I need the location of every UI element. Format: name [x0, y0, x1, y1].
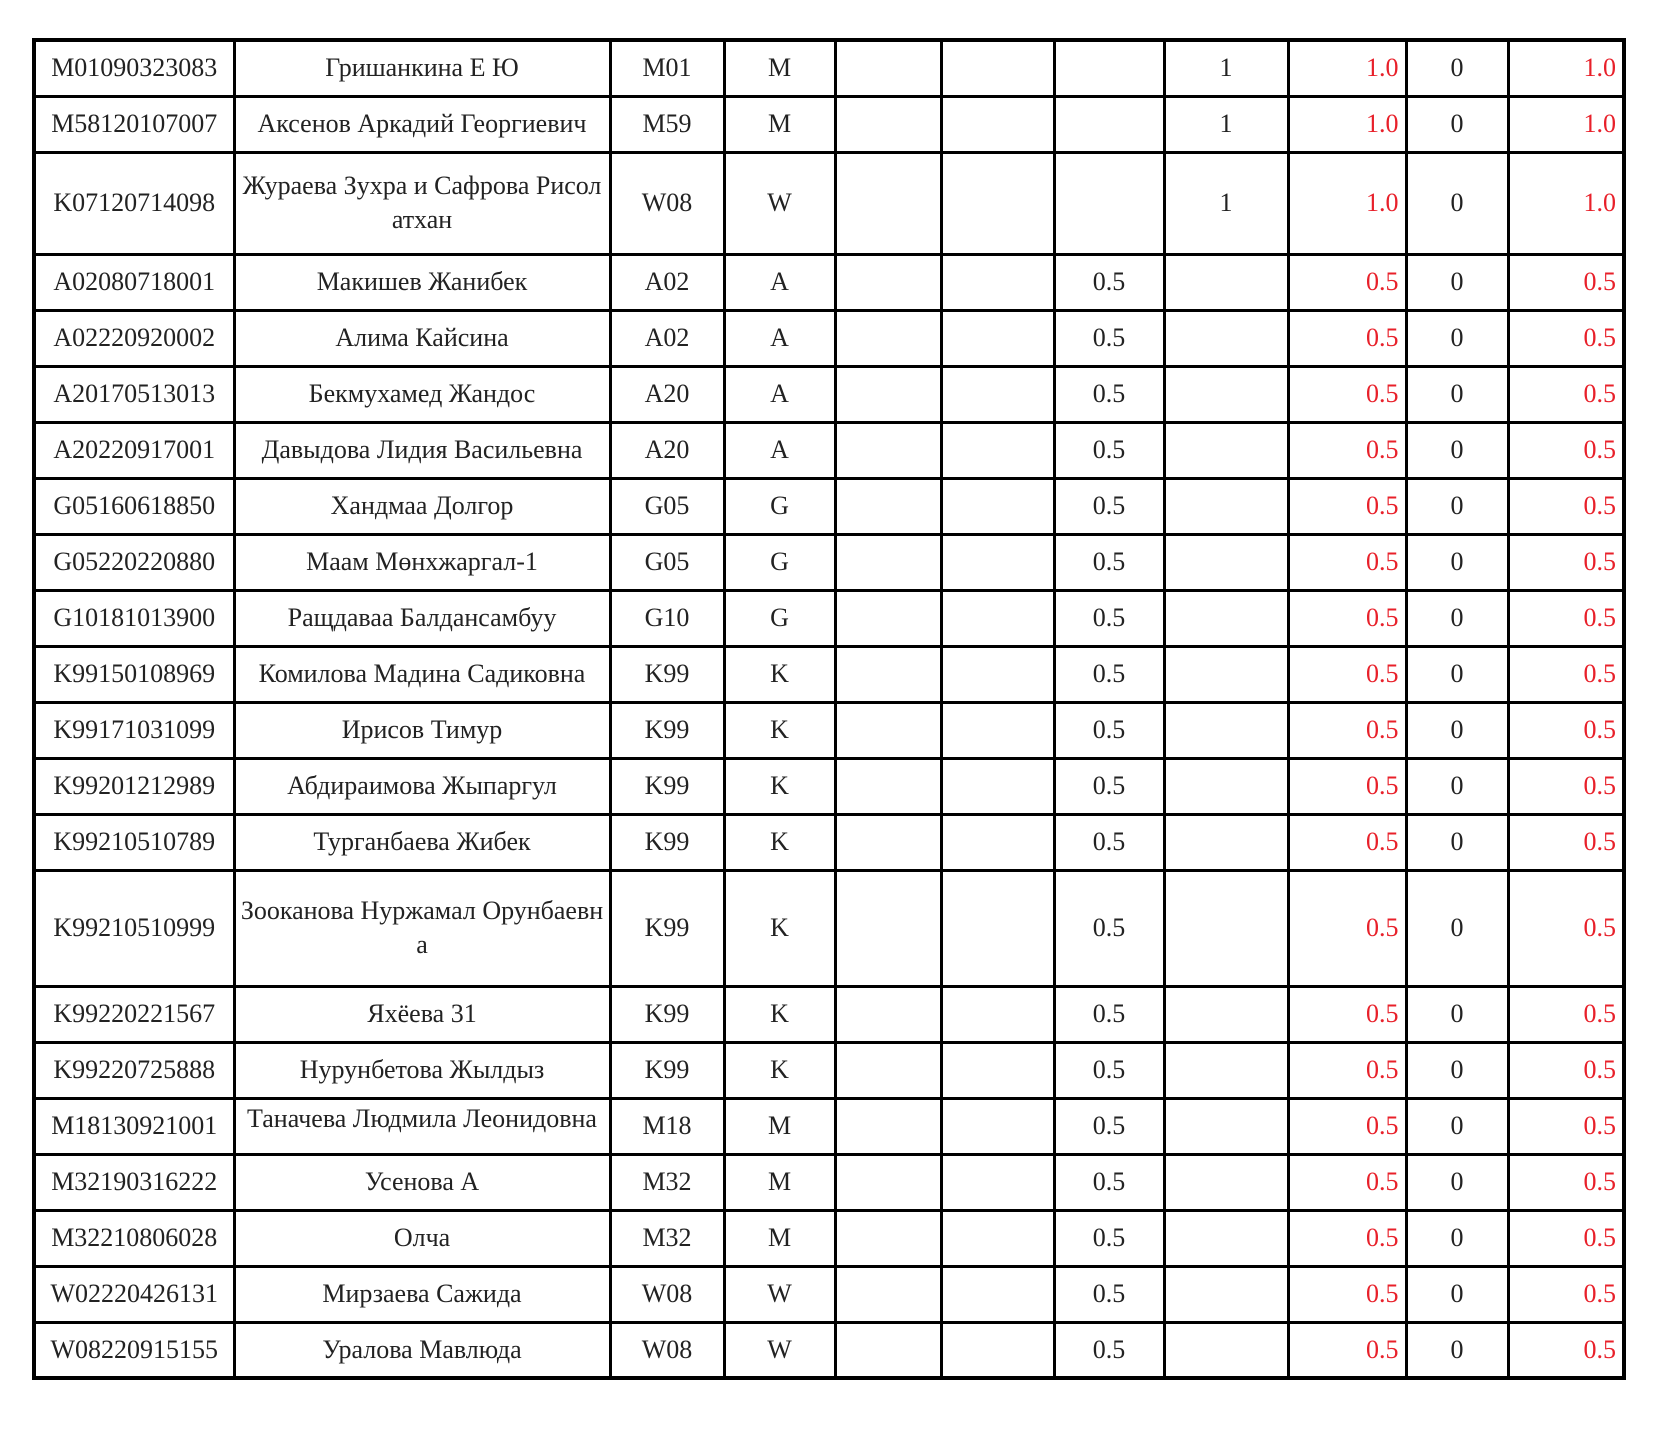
table-body — [34, 40, 1624, 1378]
cell-col11: 0.5 — [1508, 254, 1624, 310]
cell-group: W — [724, 1266, 835, 1322]
cell-code: G05 — [610, 534, 724, 590]
cell-col8: 1 — [1164, 96, 1288, 152]
cell-col6 — [941, 702, 1054, 758]
table-row — [34, 254, 1624, 310]
cell-code: K99 — [610, 646, 724, 702]
cell-name: Нурунбетова Жылдыз — [234, 1042, 610, 1098]
cell-col5 — [835, 366, 941, 422]
cell-col9: 0.5 — [1288, 646, 1406, 702]
cell-col9: 1.0 — [1288, 152, 1406, 254]
cell-col8: 1 — [1164, 40, 1288, 96]
cell-name: Яхёева 31 — [234, 986, 610, 1042]
table-row — [34, 1042, 1624, 1098]
cell-col6 — [941, 1266, 1054, 1322]
cell-code: K99 — [610, 870, 724, 986]
cell-col11: 0.5 — [1508, 534, 1624, 590]
cell-name: Комилова Мадина Садиковна — [234, 646, 610, 702]
cell-id: M58120107007 — [34, 96, 234, 152]
cell-code: G05 — [610, 478, 724, 534]
cell-col6 — [941, 310, 1054, 366]
table-row — [34, 590, 1624, 646]
cell-col5 — [835, 986, 941, 1042]
cell-col5 — [835, 40, 941, 96]
cell-col11: 0.5 — [1508, 758, 1624, 814]
cell-col10: 0 — [1406, 254, 1508, 310]
cell-col9: 0.5 — [1288, 1098, 1406, 1154]
cell-code: K99 — [610, 702, 724, 758]
cell-code: M59 — [610, 96, 724, 152]
cell-col5 — [835, 702, 941, 758]
cell-code: A02 — [610, 310, 724, 366]
cell-code: K99 — [610, 986, 724, 1042]
cell-id: G05160618850 — [34, 478, 234, 534]
table-row — [34, 1154, 1624, 1210]
cell-col8 — [1164, 1154, 1288, 1210]
cell-col8 — [1164, 814, 1288, 870]
cell-col11: 0.5 — [1508, 646, 1624, 702]
cell-col7: 0.5 — [1054, 758, 1164, 814]
cell-col5 — [835, 422, 941, 478]
cell-col5 — [835, 96, 941, 152]
cell-col11: 0.5 — [1508, 814, 1624, 870]
cell-id: G05220220880 — [34, 534, 234, 590]
cell-group: M — [724, 1210, 835, 1266]
cell-col10: 0 — [1406, 870, 1508, 986]
cell-col8 — [1164, 422, 1288, 478]
cell-name: Зооканова Нуржамал Орунбаевна — [234, 870, 610, 986]
cell-id: M18130921001 — [34, 1098, 234, 1154]
cell-col9: 0.5 — [1288, 1154, 1406, 1210]
cell-col7: 0.5 — [1054, 1154, 1164, 1210]
cell-group: G — [724, 478, 835, 534]
cell-col10: 0 — [1406, 422, 1508, 478]
table-row — [34, 702, 1624, 758]
cell-code: K99 — [610, 758, 724, 814]
cell-col9: 0.5 — [1288, 758, 1406, 814]
cell-id: M01090323083 — [34, 40, 234, 96]
cell-group: K — [724, 986, 835, 1042]
cell-col7: 0.5 — [1054, 986, 1164, 1042]
cell-col10: 0 — [1406, 1322, 1508, 1378]
table-row — [34, 40, 1624, 96]
cell-col7 — [1054, 40, 1164, 96]
cell-col5 — [835, 1210, 941, 1266]
cell-id: K99171031099 — [34, 702, 234, 758]
cell-col8 — [1164, 758, 1288, 814]
cell-col7: 0.5 — [1054, 870, 1164, 986]
cell-col10: 0 — [1406, 96, 1508, 152]
cell-code: K99 — [610, 1042, 724, 1098]
cell-code: A20 — [610, 366, 724, 422]
cell-col9: 0.5 — [1288, 1210, 1406, 1266]
cell-col9: 0.5 — [1288, 814, 1406, 870]
cell-col7: 0.5 — [1054, 534, 1164, 590]
cell-name: Давыдова Лидия Васильевна — [234, 422, 610, 478]
cell-group: A — [724, 254, 835, 310]
cell-id: M32190316222 — [34, 1154, 234, 1210]
cell-col9: 0.5 — [1288, 478, 1406, 534]
cell-col8 — [1164, 702, 1288, 758]
cell-col7: 0.5 — [1054, 590, 1164, 646]
cell-col6 — [941, 870, 1054, 986]
cell-group: K — [724, 870, 835, 986]
cell-col8 — [1164, 646, 1288, 702]
table-row — [34, 152, 1624, 254]
cell-col8 — [1164, 986, 1288, 1042]
cell-col10: 0 — [1406, 1266, 1508, 1322]
cell-col8 — [1164, 534, 1288, 590]
cell-id: K99150108969 — [34, 646, 234, 702]
cell-id: A20220917001 — [34, 422, 234, 478]
cell-name: Турганбаева Жибек — [234, 814, 610, 870]
cell-col5 — [835, 590, 941, 646]
table-row — [34, 422, 1624, 478]
cell-name: Аксенов Аркадий Георгиевич — [234, 96, 610, 152]
cell-id: K99210510999 — [34, 870, 234, 986]
cell-col6 — [941, 1098, 1054, 1154]
cell-col7: 0.5 — [1054, 1098, 1164, 1154]
cell-name: Бекмухамед Жандос — [234, 366, 610, 422]
cell-col10: 0 — [1406, 1154, 1508, 1210]
cell-col6 — [941, 478, 1054, 534]
cell-col11: 0.5 — [1508, 310, 1624, 366]
table-row — [34, 646, 1624, 702]
cell-col9: 0.5 — [1288, 590, 1406, 646]
cell-col7 — [1054, 96, 1164, 152]
cell-id: K99220221567 — [34, 986, 234, 1042]
cell-col9: 0.5 — [1288, 986, 1406, 1042]
cell-col10: 0 — [1406, 366, 1508, 422]
cell-name: Жураева Зухра и Сафрова Рисолатхан — [234, 152, 610, 254]
cell-col10: 0 — [1406, 1210, 1508, 1266]
cell-id: K99201212989 — [34, 758, 234, 814]
cell-col8 — [1164, 254, 1288, 310]
cell-col11: 0.5 — [1508, 1098, 1624, 1154]
cell-col6 — [941, 1042, 1054, 1098]
cell-col5 — [835, 814, 941, 870]
cell-col7: 0.5 — [1054, 1322, 1164, 1378]
cell-group: K — [724, 702, 835, 758]
cell-col9: 0.5 — [1288, 870, 1406, 986]
cell-col8 — [1164, 590, 1288, 646]
cell-name: Ращдаваа Балдансамбуу — [234, 590, 610, 646]
cell-id: A02220920002 — [34, 310, 234, 366]
cell-col5 — [835, 1322, 941, 1378]
cell-col7: 0.5 — [1054, 422, 1164, 478]
cell-col7: 0.5 — [1054, 1042, 1164, 1098]
cell-col10: 0 — [1406, 152, 1508, 254]
table-row — [34, 1266, 1624, 1322]
cell-code: W08 — [610, 1266, 724, 1322]
cell-col10: 0 — [1406, 478, 1508, 534]
table-row — [34, 1322, 1624, 1378]
results-table-container — [32, 38, 1622, 1380]
table-row — [34, 814, 1624, 870]
cell-id: G10181013900 — [34, 590, 234, 646]
cell-col10: 0 — [1406, 1098, 1508, 1154]
cell-code: M18 — [610, 1098, 724, 1154]
cell-col6 — [941, 366, 1054, 422]
cell-col6 — [941, 534, 1054, 590]
cell-col11: 0.5 — [1508, 1322, 1624, 1378]
cell-group: G — [724, 590, 835, 646]
cell-id: W02220426131 — [34, 1266, 234, 1322]
cell-col6 — [941, 254, 1054, 310]
cell-col8 — [1164, 310, 1288, 366]
table-row — [34, 96, 1624, 152]
cell-col11: 0.5 — [1508, 1154, 1624, 1210]
cell-name: Маам Мөнхжаргал-1 — [234, 534, 610, 590]
cell-col11: 1.0 — [1508, 96, 1624, 152]
cell-col9: 1.0 — [1288, 96, 1406, 152]
cell-col5 — [835, 534, 941, 590]
cell-col11: 0.5 — [1508, 1042, 1624, 1098]
cell-col10: 0 — [1406, 40, 1508, 96]
cell-col11: 1.0 — [1508, 40, 1624, 96]
cell-code: M01 — [610, 40, 724, 96]
cell-col9: 0.5 — [1288, 254, 1406, 310]
cell-col11: 0.5 — [1508, 702, 1624, 758]
cell-col6 — [941, 986, 1054, 1042]
cell-col6 — [941, 1322, 1054, 1378]
cell-col11: 0.5 — [1508, 1266, 1624, 1322]
cell-code: A20 — [610, 422, 724, 478]
cell-col8 — [1164, 366, 1288, 422]
cell-col5 — [835, 1098, 941, 1154]
cell-col8 — [1164, 870, 1288, 986]
cell-col6 — [941, 96, 1054, 152]
cell-col9: 0.5 — [1288, 422, 1406, 478]
cell-group: K — [724, 646, 835, 702]
table-row — [34, 534, 1624, 590]
cell-group: A — [724, 422, 835, 478]
cell-col10: 0 — [1406, 590, 1508, 646]
cell-code: M32 — [610, 1210, 724, 1266]
cell-col9: 1.0 — [1288, 40, 1406, 96]
cell-col5 — [835, 478, 941, 534]
cell-group: M — [724, 40, 835, 96]
cell-col6 — [941, 590, 1054, 646]
cell-group: M — [724, 1098, 835, 1154]
table-row — [34, 1098, 1624, 1154]
table-row — [34, 478, 1624, 534]
cell-col11: 0.5 — [1508, 478, 1624, 534]
cell-name: Макишев Жанибек — [234, 254, 610, 310]
cell-col11: 0.5 — [1508, 1210, 1624, 1266]
cell-code: W08 — [610, 152, 724, 254]
cell-col5 — [835, 254, 941, 310]
cell-col7: 0.5 — [1054, 254, 1164, 310]
cell-id: K07120714098 — [34, 152, 234, 254]
cell-col11: 1.0 — [1508, 152, 1624, 254]
table-row — [34, 310, 1624, 366]
cell-name: Усенова А — [234, 1154, 610, 1210]
cell-group: K — [724, 814, 835, 870]
cell-group: G — [724, 534, 835, 590]
cell-col6 — [941, 646, 1054, 702]
cell-code: A02 — [610, 254, 724, 310]
cell-col7: 0.5 — [1054, 310, 1164, 366]
cell-col6 — [941, 1210, 1054, 1266]
cell-col7: 0.5 — [1054, 646, 1164, 702]
cell-code: M32 — [610, 1154, 724, 1210]
cell-group: W — [724, 152, 835, 254]
cell-col6 — [941, 758, 1054, 814]
cell-col9: 0.5 — [1288, 702, 1406, 758]
cell-col6 — [941, 40, 1054, 96]
cell-group: K — [724, 1042, 835, 1098]
cell-col9: 0.5 — [1288, 1266, 1406, 1322]
cell-col10: 0 — [1406, 702, 1508, 758]
cell-name: Олча — [234, 1210, 610, 1266]
cell-col5 — [835, 646, 941, 702]
cell-id: K99220725888 — [34, 1042, 234, 1098]
cell-col9: 0.5 — [1288, 1322, 1406, 1378]
cell-name: Мирзаева Сажида — [234, 1266, 610, 1322]
cell-col5 — [835, 310, 941, 366]
cell-col9: 0.5 — [1288, 366, 1406, 422]
cell-code: K99 — [610, 814, 724, 870]
table-row — [34, 986, 1624, 1042]
cell-col11: 0.5 — [1508, 366, 1624, 422]
cell-name: Абдираимова Жыпаргул — [234, 758, 610, 814]
table-row — [34, 1210, 1624, 1266]
cell-col10: 0 — [1406, 1042, 1508, 1098]
table-row — [34, 758, 1624, 814]
cell-col8 — [1164, 478, 1288, 534]
table-row — [34, 366, 1624, 422]
cell-col6 — [941, 152, 1054, 254]
cell-name: Уралова Мавлюда — [234, 1322, 610, 1378]
cell-col5 — [835, 758, 941, 814]
cell-group: A — [724, 310, 835, 366]
cell-col7: 0.5 — [1054, 1266, 1164, 1322]
cell-col10: 0 — [1406, 646, 1508, 702]
cell-col7: 0.5 — [1054, 702, 1164, 758]
cell-name: Алима Кайсина — [234, 310, 610, 366]
cell-name: Ирисов Тимур — [234, 702, 610, 758]
table-row — [34, 870, 1624, 986]
cell-id: K99210510789 — [34, 814, 234, 870]
cell-col6 — [941, 1154, 1054, 1210]
cell-col5 — [835, 1042, 941, 1098]
cell-col8 — [1164, 1322, 1288, 1378]
cell-col7: 0.5 — [1054, 366, 1164, 422]
cell-name — [234, 1098, 610, 1154]
cell-col9: 0.5 — [1288, 1042, 1406, 1098]
cell-col10: 0 — [1406, 310, 1508, 366]
cell-col11: 0.5 — [1508, 986, 1624, 1042]
cell-group: M — [724, 1154, 835, 1210]
cell-group: W — [724, 1322, 835, 1378]
cell-col5 — [835, 870, 941, 986]
cell-code: G10 — [610, 590, 724, 646]
cell-col10: 0 — [1406, 534, 1508, 590]
results-table — [32, 38, 1626, 1380]
cell-col8 — [1164, 1098, 1288, 1154]
cell-id: M32210806028 — [34, 1210, 234, 1266]
cell-col8 — [1164, 1266, 1288, 1322]
cell-col5 — [835, 1266, 941, 1322]
cell-col10: 0 — [1406, 814, 1508, 870]
cell-name: Хандмаа Долгор — [234, 478, 610, 534]
cell-col7: 0.5 — [1054, 814, 1164, 870]
cell-col10: 0 — [1406, 986, 1508, 1042]
cell-col8: 1 — [1164, 152, 1288, 254]
cell-col11: 0.5 — [1508, 590, 1624, 646]
cell-col7 — [1054, 152, 1164, 254]
cell-col5 — [835, 152, 941, 254]
cell-group: A — [724, 366, 835, 422]
cell-col8 — [1164, 1210, 1288, 1266]
cell-group: K — [724, 758, 835, 814]
cell-col9: 0.5 — [1288, 534, 1406, 590]
cell-col6 — [941, 422, 1054, 478]
cell-group: M — [724, 96, 835, 152]
cell-col5 — [835, 1154, 941, 1210]
cell-col10: 0 — [1406, 758, 1508, 814]
cell-col11: 0.5 — [1508, 422, 1624, 478]
cell-col11: 0.5 — [1508, 870, 1624, 986]
cell-col8 — [1164, 1042, 1288, 1098]
cell-name: Гришанкина Е Ю — [234, 40, 610, 96]
cell-id: A02080718001 — [34, 254, 234, 310]
cell-id: W08220915155 — [34, 1322, 234, 1378]
cell-id: A20170513013 — [34, 366, 234, 422]
cell-code: W08 — [610, 1322, 724, 1378]
cell-col9: 0.5 — [1288, 310, 1406, 366]
cell-col7: 0.5 — [1054, 1210, 1164, 1266]
cell-col7: 0.5 — [1054, 478, 1164, 534]
cell-col6 — [941, 814, 1054, 870]
cell-name-clipped-text: Таначева Людмила Леонидовна — [247, 1103, 597, 1133]
